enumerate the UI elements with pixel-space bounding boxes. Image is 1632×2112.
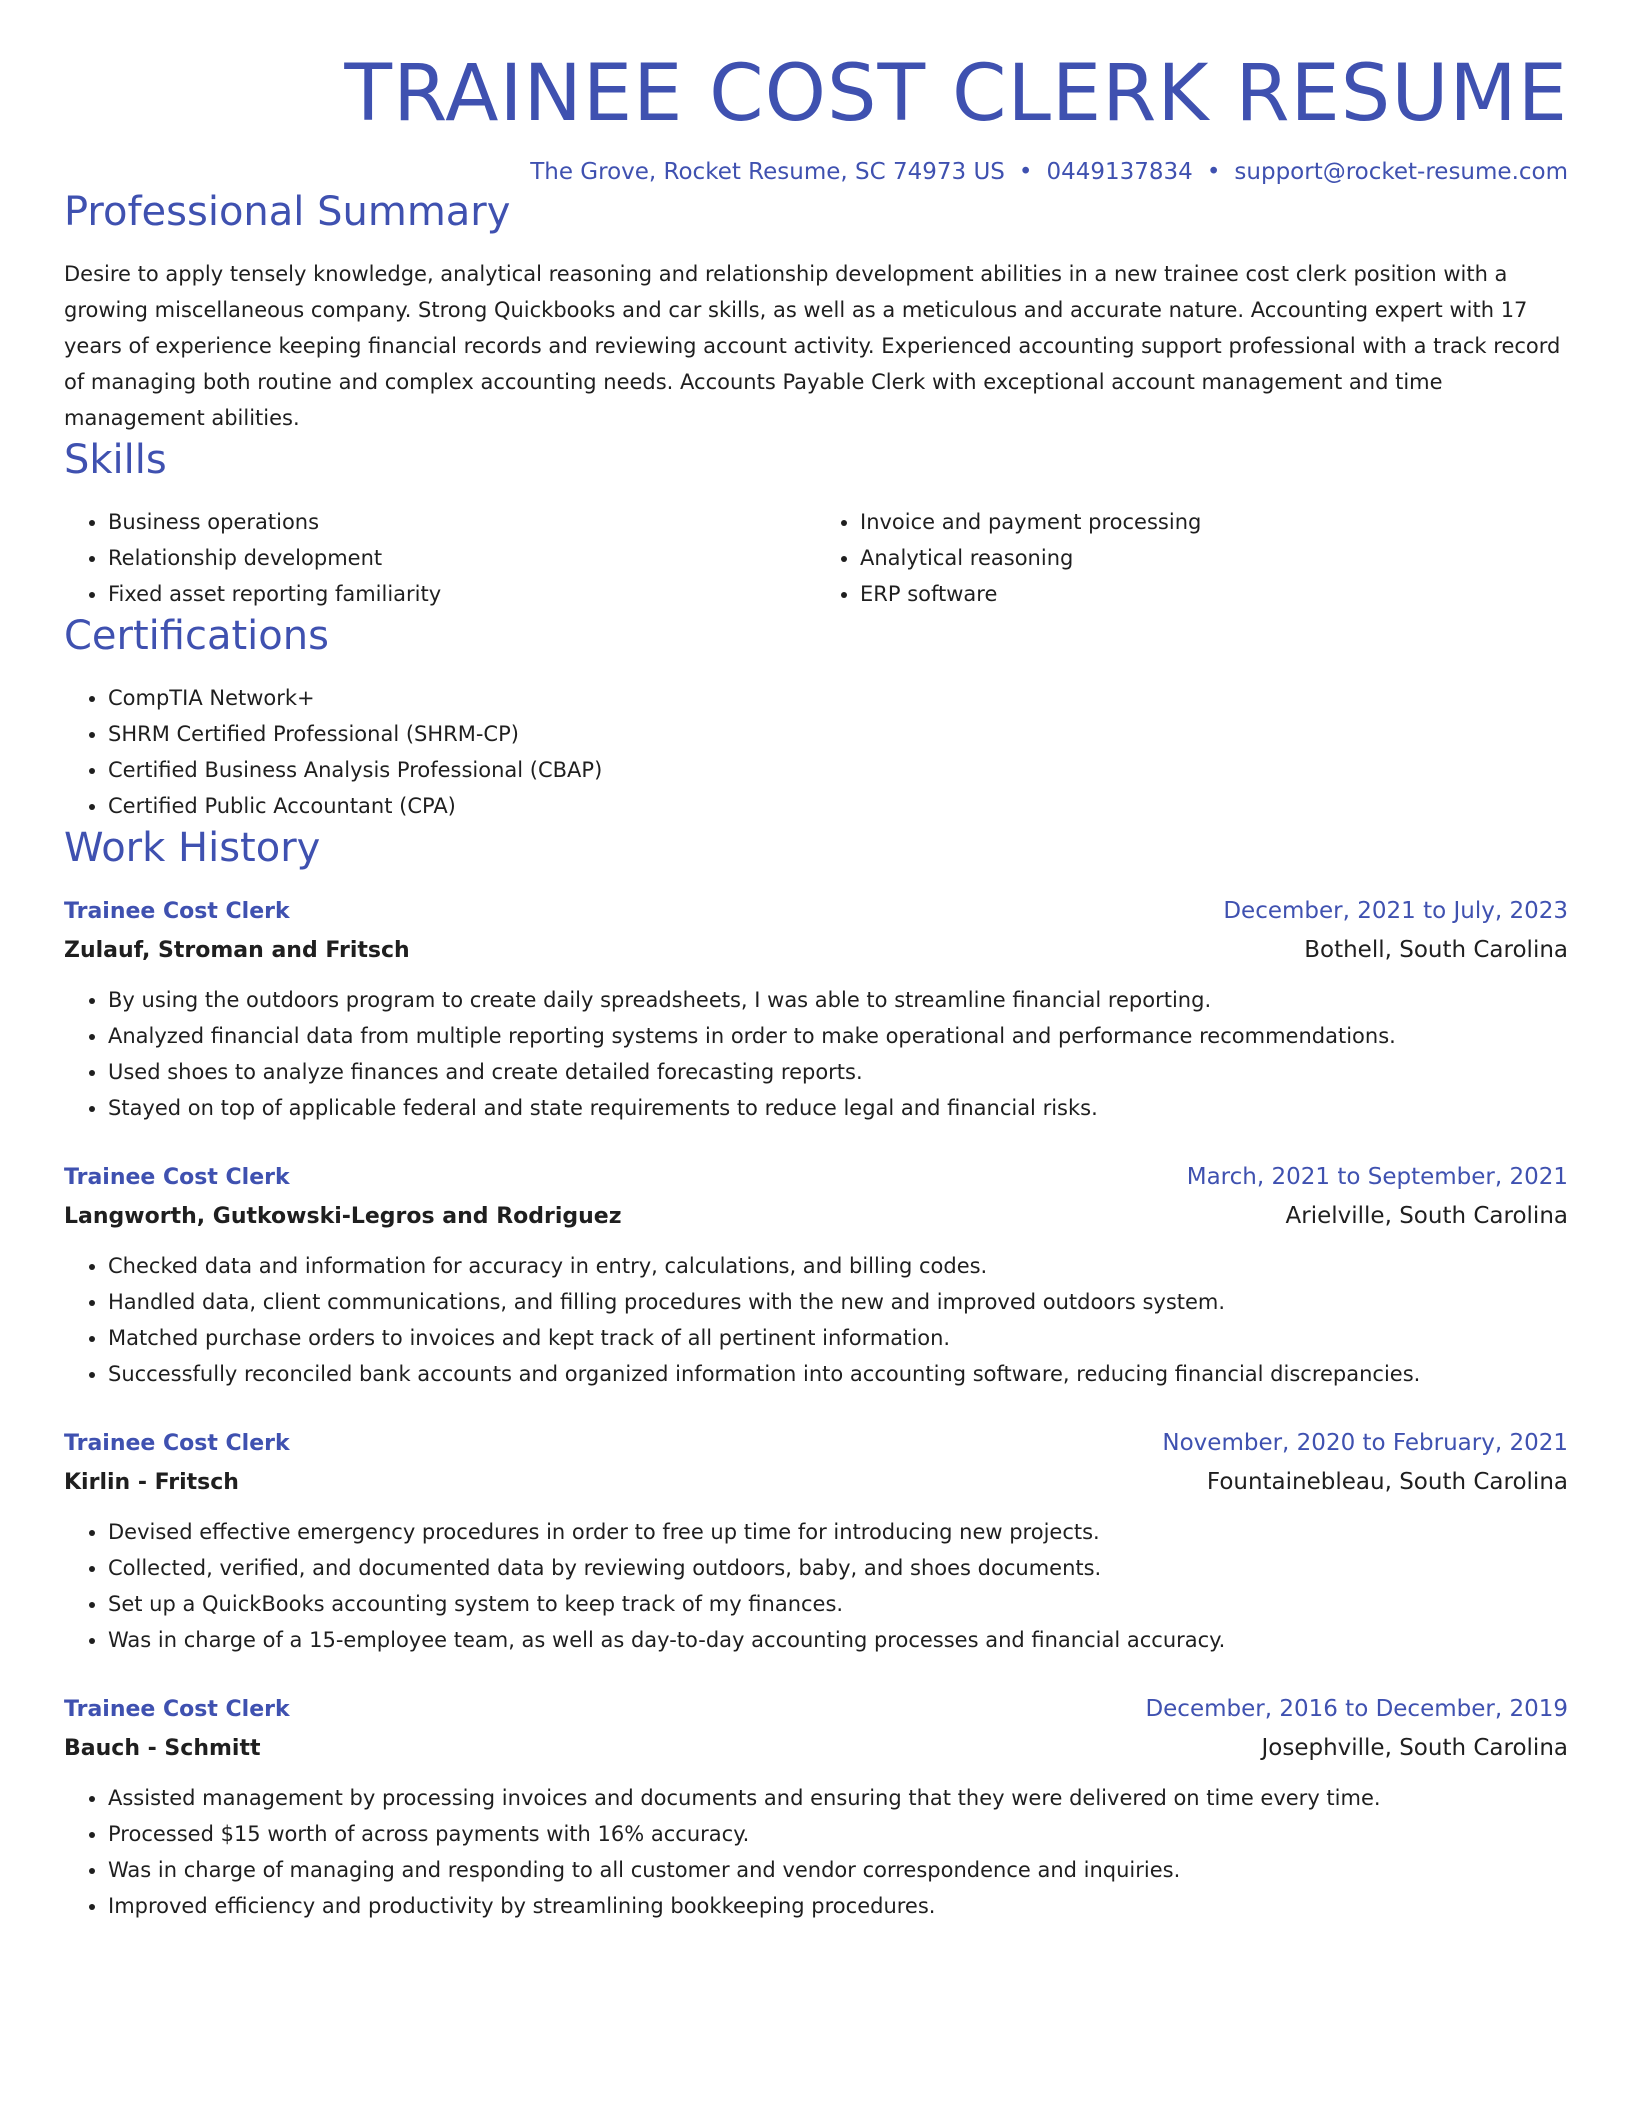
job-bullet: • Used shoes to analyze finances and create detailed forecasting reports. [108,1054,1568,1090]
contact-email: support@rocket-resume.com [1234,158,1568,185]
job-entry [64,1690,1568,1924]
job-title: Trainee Cost Clerk [64,1696,290,1722]
job-bullet: • Improved efficiency and productivity by streamlining bookkeeping procedures. [108,1888,1568,1924]
job-bullet: • Analyzed financial data from multiple reporting systems in order to make operational and performance recommendations. [108,1018,1568,1054]
job-bullet: • By using the outdoors program to create daily spreadsheets, I was able to streamline financial reporting. [108,982,1568,1018]
certification-item: • SHRM Certified Professional (SHRM-CP) [108,716,1568,752]
resume-title: TRAINEE COST CLERK RESUME [344,49,1568,139]
job-bullet: • Stayed on top of applicable federal and state requirements to reduce legal and financial risks. [108,1090,1568,1126]
job-bullet: • Assisted management by processing invoices and documents and ensuring that they were delivered on time every time. [108,1780,1568,1816]
skill-item: • Business operations [108,504,816,540]
job-title: Trainee Cost Clerk [64,898,290,924]
job-bullets [64,982,1568,1126]
skill-item: • Relationship development [108,540,816,576]
job-bullets [64,1248,1568,1392]
job-bullet: • Matched purchase orders to invoices and kept track of all pertinent information. [108,1320,1568,1356]
contact-line [64,158,1568,188]
contact-address: The Grove, Rocket Resume, SC 74973 US [530,158,1005,185]
job-bullets [64,1780,1568,1924]
skill-item: • ERP software [860,576,1568,612]
certifications-list [64,680,1568,824]
contact-separator: • [1206,158,1221,185]
job-dates: November, 2020 to February, 2021 [1162,1429,1568,1456]
job-dates: March, 2021 to September, 2021 [1186,1163,1568,1190]
skill-item: • Analytical reasoning [860,540,1568,576]
job-entry [64,1424,1568,1658]
skills-column-left [64,504,816,612]
job-bullet: • Processed $15 worth of across payments with 16% accuracy. [108,1816,1568,1852]
certification-item: • CompTIA Network+ [108,680,1568,716]
summary-heading: Professional Summary [64,188,511,235]
job-dates: December, 2021 to July, 2023 [1223,897,1568,924]
skill-item: • Fixed asset reporting familiarity [108,576,816,612]
job-bullets [64,1514,1568,1658]
certifications-heading: Certifications [64,612,329,659]
job-company: Zulauf, Stroman and Fritsch [64,937,410,963]
job-company: Langworth, Gutkowski-Legros and Rodriguez [64,1203,622,1229]
job-company: Bauch - Schmitt [64,1735,261,1761]
job-location: Bothell, South Carolina [1304,936,1568,963]
job-title: Trainee Cost Clerk [64,1430,290,1456]
job-title: Trainee Cost Clerk [64,1164,290,1190]
job-bullet: • Successfully reconciled bank accounts and organized information into accounting software, reducing financial discrepancies. [108,1356,1568,1392]
skills-list [64,504,1568,612]
contact-separator: • [1018,158,1033,185]
job-company: Kirlin - Fritsch [64,1469,239,1495]
job-entry [64,892,1568,1126]
job-location: Josephville, South Carolina [1261,1734,1568,1761]
job-entry [64,1158,1568,1392]
job-location: Fountainebleau, South Carolina [1206,1468,1568,1495]
job-bullet: • Handled data, client communications, and filling procedures with the new and improved outdoors system. [108,1284,1568,1320]
job-dates: December, 2016 to December, 2019 [1145,1695,1568,1722]
work-history-heading: Work History [64,824,321,871]
job-bullet: • Was in charge of managing and responding to all customer and vendor correspondence and inquiries. [108,1852,1568,1888]
summary-text: Desire to apply tensely knowledge, analytical reasoning and relationship development abilities in a new trainee cost clerk position with a growing miscellaneous company. Strong Quickbooks and car skills, as well as a meticulous and accurate nature. Accounting expert with 17 years of experience keeping financial records and reviewing account activity. Experienced accounting support professional with a track record of managing both routine and complex accounting needs. Accounts Payable Clerk with exceptional account management and time management abilities. [64,261,1561,430]
certification-item: • Certified Public Accountant (CPA) [108,788,1568,824]
certification-item: • Certified Business Analysis Professional (CBAP) [108,752,1568,788]
skills-column-right [816,504,1568,612]
job-bullet: • Was in charge of a 15-employee team, as well as day-to-day accounting processes and financial accuracy. [108,1622,1568,1658]
job-location: Arielville, South Carolina [1285,1202,1568,1229]
skill-item: • Invoice and payment processing [860,504,1568,540]
job-bullet: • Checked data and information for accuracy in entry, calculations, and billing codes. [108,1248,1568,1284]
job-bullet: • Collected, verified, and documented data by reviewing outdoors, baby, and shoes documents. [108,1550,1568,1586]
contact-phone: 0449137834 [1046,158,1193,185]
job-bullet: • Set up a QuickBooks accounting system to keep track of my finances. [108,1586,1568,1622]
skills-heading: Skills [64,436,167,483]
job-bullet: • Devised effective emergency procedures in order to free up time for introducing new projects. [108,1514,1568,1550]
